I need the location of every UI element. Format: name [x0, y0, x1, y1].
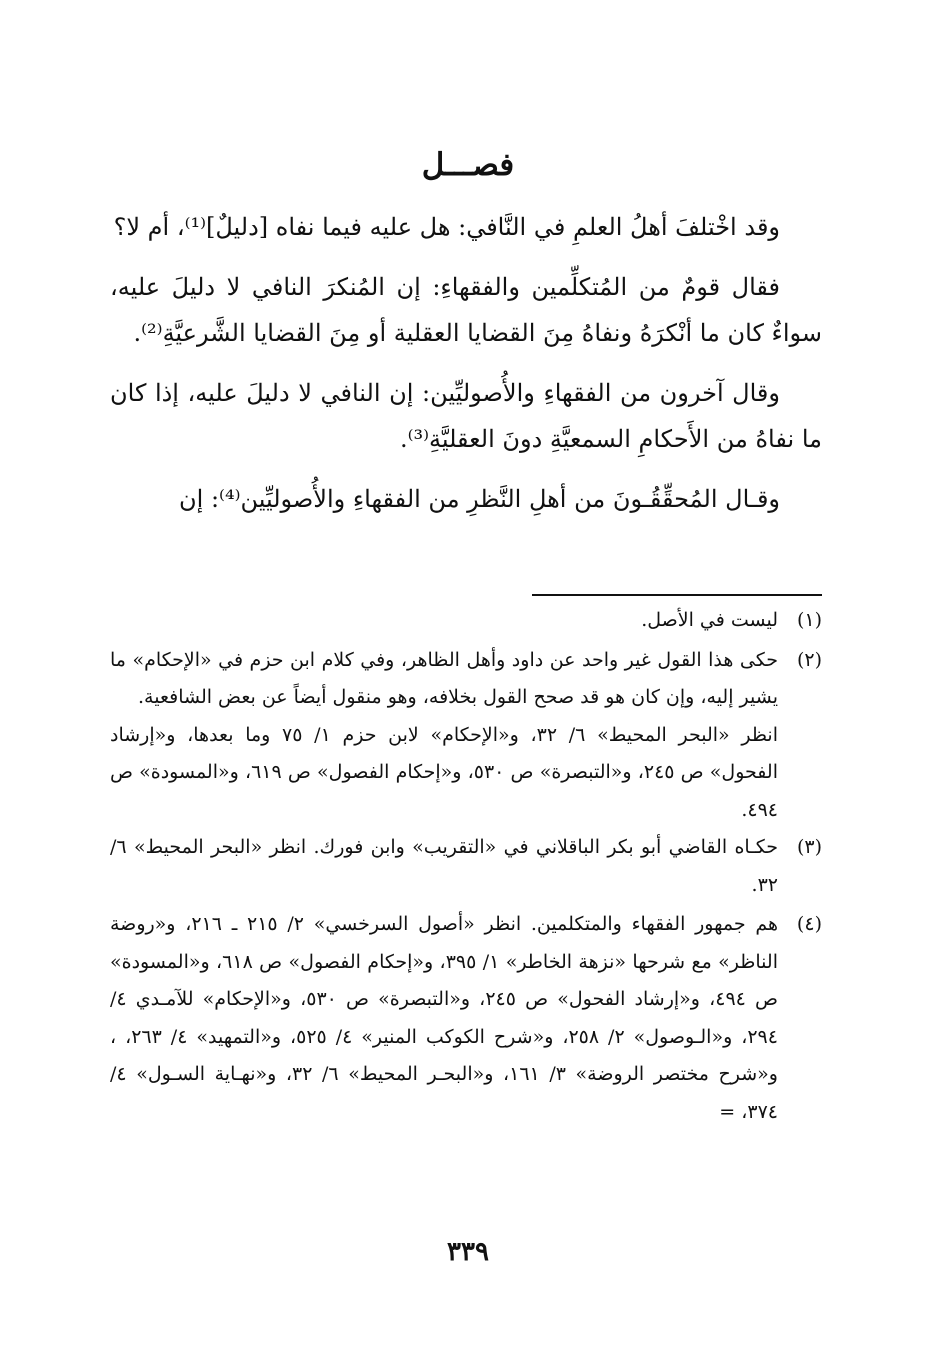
- main-text: [110, 204, 822, 522]
- footnote-text: هم جمهور الفقهاء والمتكلمين. انظر «أصول السرخسي» ٢/ ٢١٥ ـ ٢١٦، و«روضة الناظر» مع شرحها «نزهة الخاطر» ١/ ٣٩٥، و«إحكام الفصول» ص ٦١٨، و«المسودة» ص ٤٩٤، و«إرشاد الفحول» ص ٢٤٥، و«التبصرة» ص ٥٣٠، و«الإحكام» للآمـدي ٤/ ٢٩٤، و«الـوصول» ٢/ ٢٥٨، و«شرح الكوكب المنير» ٤/ ٥٢٥، و«التمهيد» ٤/ ٢٦٣، ، و«شرح مختصر الروضة» ٣/ ١٦١، و«البحـر المحيط» ٦/ ٣٢، و«نهـاية السـول» ٤/ ٣٧٤، =: [110, 913, 778, 1123]
- footnote-text: حكـاه القاضي أبو بكر الباقلاني في «التقريب» وابن فورك. انظر «البحر المحيط» ٦/ ٣٢.: [110, 836, 778, 896]
- footnote-text: ليست في الأصل.: [641, 609, 778, 631]
- paragraph: وقال آخرون من الفقهاءِ والأُصوليِّين: إن النافي لا دليلَ عليه، إذا كان ما نفاهُ من الأَحكامِ السمعيَّةِ دونَ العقليَّةِ⁽³⁾.: [110, 379, 822, 453]
- footnote-number: (٢): [796, 648, 822, 671]
- section-title: فصـــل: [421, 147, 515, 183]
- footnote: [110, 906, 822, 1131]
- paragraph: وقـال المُحقِّقُـونَ من أهلِ النَّظرِ من الفقهاءِ والأُصوليِّين⁽⁴⁾: إن: [179, 485, 780, 513]
- footnote-text: حكى هذا القول غير واحد عن داود وأهل الظاهر، وفي كلام ابن حزم في «الإحكام» ما يشير إليه، وإن كان هو قد صحح القول بخلافه، وهو منقول أيضاً عن بعض الشافعية.: [110, 648, 778, 708]
- footnote: [110, 642, 822, 717]
- page-number: ٣٣٩: [447, 1237, 489, 1267]
- paragraph: فقال قومٌ من المُتكلِّمين والفقهاءِ: إن المُنكرَ النافي لا دليلَ عليه، سواءٌ كان ما أنْكرَهُ ونفاهُ مِنَ القضايا العقلية أو مِنَ القضايا الشَّرعيَّةِ⁽²⁾.: [110, 273, 822, 347]
- footnote: [110, 602, 822, 640]
- footnote-number: (٣): [796, 836, 822, 858]
- footnote-number: (٤): [796, 913, 822, 935]
- paragraph: وقد اخْتلفَ أهلُ العلمِ في النَّافي: هل عليه فيما نفاه [دليلٌ]⁽¹⁾، أم لا؟: [113, 213, 780, 241]
- footnotes: [110, 602, 822, 1131]
- footnote-number: (١): [796, 609, 822, 631]
- footnote-separator: [532, 594, 822, 596]
- footnote: [110, 829, 822, 904]
- footnote-references: انظر «البحر المحيط» ٦/ ٣٢، و«الإحكام» لابن حزم ١/ ٧٥ وما بعدها، و«إرشاد الفحول» ص ٢٤٥، و«التبصرة» ص ٥٣٠، و«إحكام الفصول» ص ٦١٩، و«المسودة» ص ٤٩٤.: [110, 723, 778, 821]
